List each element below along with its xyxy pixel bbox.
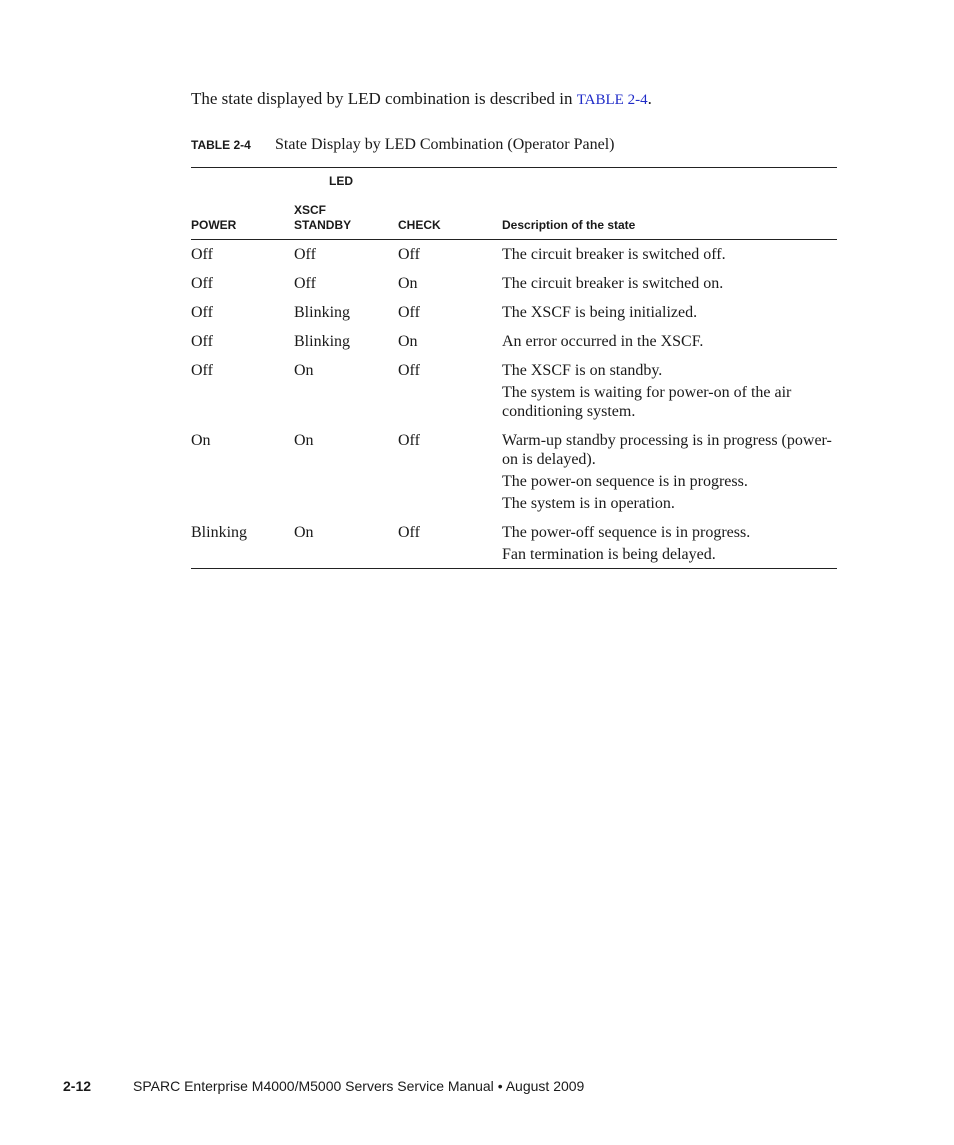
table-cell-power: Blinking (191, 524, 248, 541)
led-group-header: LED (329, 174, 353, 188)
description-line: The system is in operation. (502, 495, 675, 512)
table-cell-power: Off (191, 246, 213, 263)
table-cell-power: Off (191, 362, 213, 379)
table-cell-description (502, 245, 832, 267)
xscf-column-header-line2: STANDBY (294, 218, 352, 232)
table-caption-title: State Display by LED Combination (Operator Panel) (275, 136, 615, 153)
table-header-rule (191, 239, 837, 240)
description-line: The system is waiting for power-on of the air conditioning system. (502, 384, 792, 420)
table-cell-xscf: Blinking (294, 333, 351, 350)
table-cell-check: On (398, 275, 418, 292)
table-bottom-rule (191, 568, 837, 569)
table-cell-xscf: On (294, 432, 314, 449)
table-cell-power: Off (191, 333, 213, 350)
table-cell-xscf: Off (294, 246, 316, 263)
table-reference-link[interactable]: TABLE 2-4 (576, 92, 648, 108)
footer-date: August 2009 (505, 1078, 585, 1094)
table-cell-check: On (398, 333, 418, 350)
table-cell-check: Off (398, 432, 420, 449)
description-line: The power-on sequence is in progress. (502, 473, 748, 490)
intro-period: . (647, 89, 652, 108)
intro-paragraph (191, 89, 841, 109)
table-cell-check: Off (398, 304, 420, 321)
footer-doc-title: SPARC Enterprise M4000/M5000 Servers Service Manual (133, 1078, 494, 1094)
description-line: The power-off sequence is in progress. (502, 524, 751, 541)
table-cell-xscf: On (294, 524, 314, 541)
table-cell-description (502, 431, 832, 516)
table-caption-label: TABLE 2-4 (191, 138, 251, 152)
table-cell-description (502, 303, 832, 325)
footer-page-number: 2-12 (63, 1078, 92, 1094)
table-cell-description (502, 523, 832, 567)
table-cell-xscf: Off (294, 275, 316, 292)
description-line: The XSCF is being initialized. (502, 304, 698, 321)
table-cell-power: Off (191, 304, 213, 321)
description-line: The circuit breaker is switched off. (502, 246, 726, 263)
check-column-header: CHECK (398, 218, 441, 232)
table-cell-description (502, 361, 832, 424)
footer-document-info (133, 1078, 584, 1094)
table-cell-description (502, 332, 832, 354)
table-top-rule (191, 167, 837, 168)
description-column-header: Description of the state (502, 218, 636, 232)
table-cell-description (502, 274, 832, 296)
table-cell-check: Off (398, 524, 420, 541)
table-cell-xscf: On (294, 362, 314, 379)
description-line: The circuit breaker is switched on. (502, 275, 724, 292)
description-line: The XSCF is on standby. (502, 362, 663, 379)
table-cell-power: On (191, 432, 211, 449)
description-line: Fan termination is being delayed. (502, 546, 716, 563)
description-line: An error occurred in the XSCF. (502, 333, 704, 350)
table-cell-check: Off (398, 362, 420, 379)
footer-separator: • (497, 1078, 503, 1094)
table-cell-power: Off (191, 275, 213, 292)
xscf-column-header-line1: XSCF (294, 203, 327, 217)
intro-text: The state displayed by LED combination is described in (191, 89, 577, 108)
table-caption (191, 136, 837, 154)
table-cell-check: Off (398, 246, 420, 263)
table-cell-xscf: Blinking (294, 304, 351, 321)
description-line: Warm-up standby processing is in progress (power-on is delayed). (502, 432, 832, 468)
power-column-header: POWER (191, 218, 237, 232)
